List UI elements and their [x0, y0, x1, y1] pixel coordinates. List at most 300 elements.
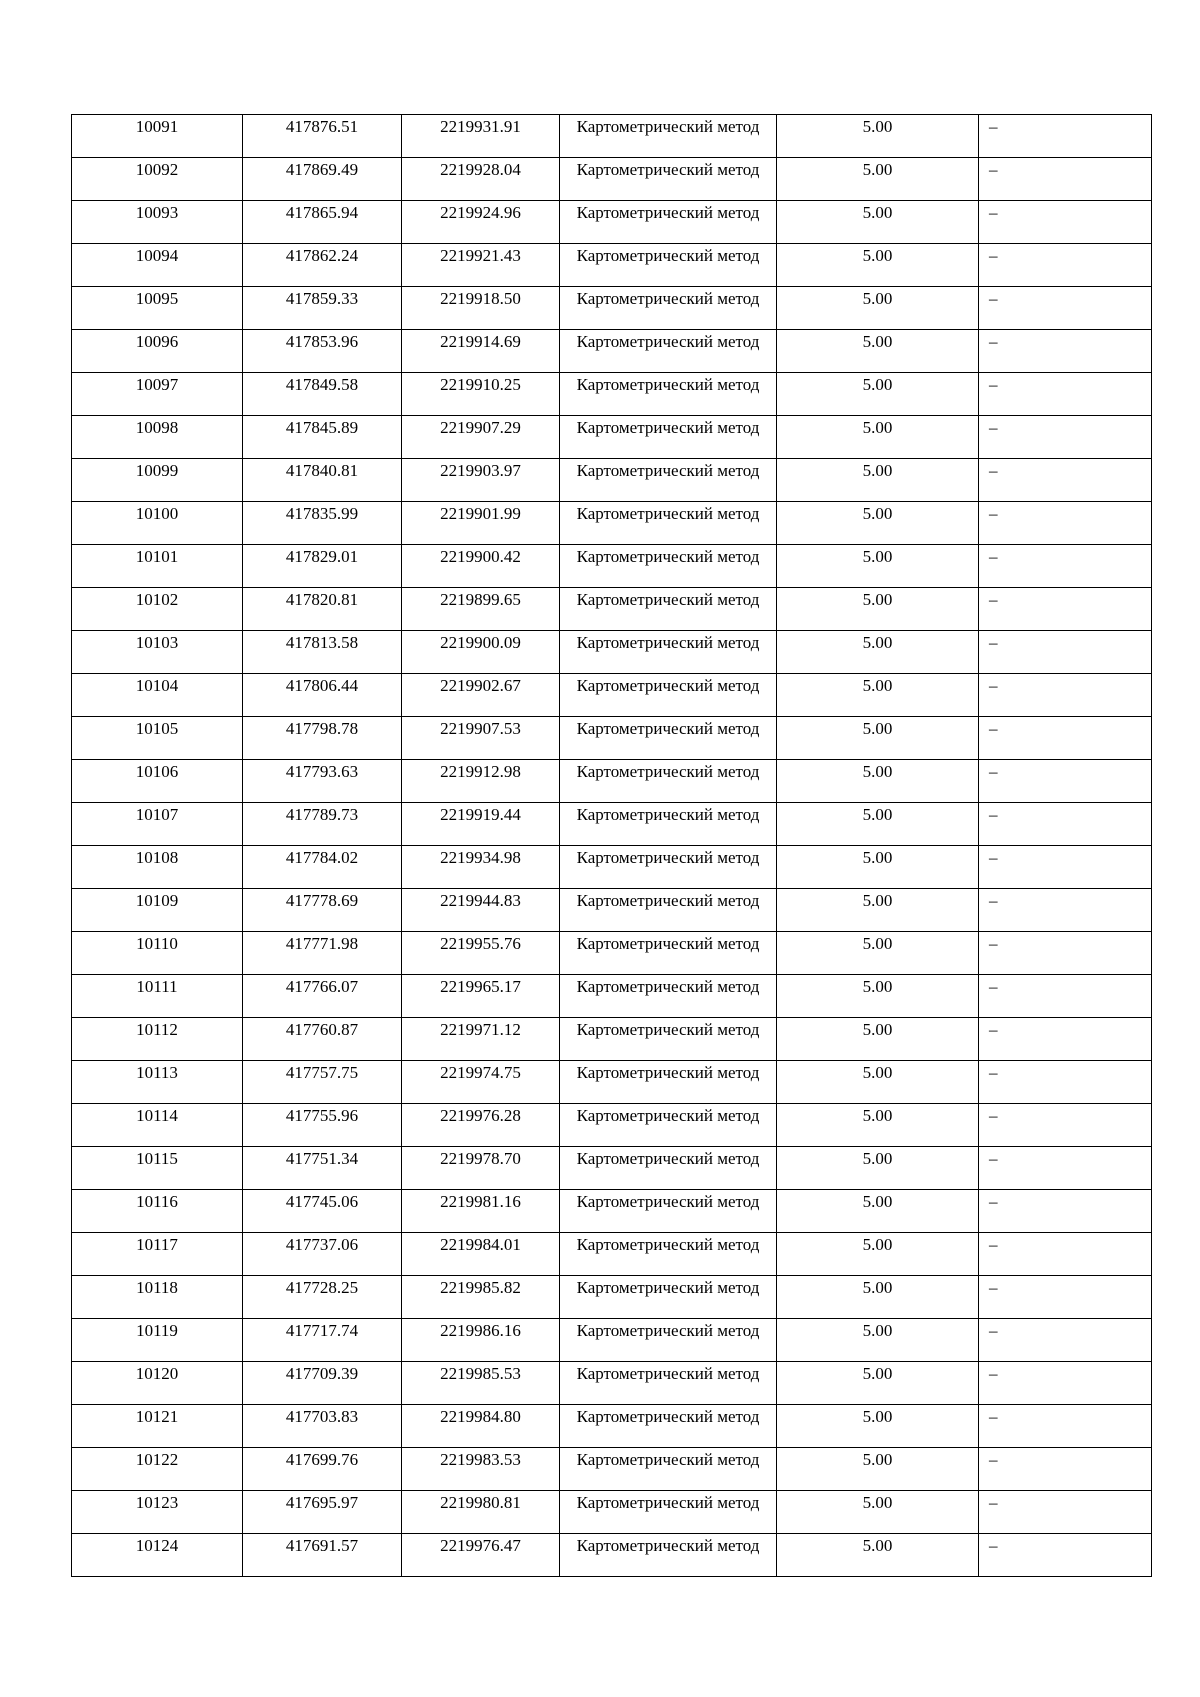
cell-accuracy [777, 244, 979, 287]
coord-x-text: 417771.98 [285, 934, 359, 953]
accuracy-text: 5.00 [862, 332, 893, 351]
coord-x-text: 417798.78 [285, 719, 359, 738]
cell-method [560, 244, 777, 287]
cell-point-number [72, 631, 243, 674]
method-text: Картометрический метод [576, 1235, 760, 1254]
cell-coord-y [402, 932, 560, 975]
table-row [72, 631, 1152, 674]
coord-y-text: 2219984.01 [440, 1235, 521, 1254]
cell-accuracy [777, 1405, 979, 1448]
method-text: Картометрический метод [576, 1192, 760, 1211]
coord-x-text: 417757.75 [285, 1063, 359, 1082]
cell-coord-x [243, 1491, 402, 1534]
cell-accuracy [777, 373, 979, 416]
method-text: Картометрический метод [576, 762, 760, 781]
cell-coord-x [243, 115, 402, 158]
coord-x-text: 417865.94 [285, 203, 359, 222]
method-text: Картометрический метод [576, 1407, 760, 1426]
cell-coord-x [243, 1534, 402, 1577]
method-text: Картометрический метод [576, 504, 760, 523]
cell-coord-y [402, 459, 560, 502]
cell-coord-y [402, 330, 560, 373]
coord-x-text: 417789.73 [285, 805, 359, 824]
cell-method [560, 803, 777, 846]
cell-accuracy [777, 1104, 979, 1147]
coord-y-text: 2219919.44 [440, 805, 521, 824]
cell-accuracy [777, 545, 979, 588]
method-text: Картометрический метод [576, 375, 760, 394]
cell-coord-y [402, 1018, 560, 1061]
accuracy-text: 5.00 [862, 676, 893, 695]
cell-coord-y [402, 588, 560, 631]
cell-coord-x [243, 330, 402, 373]
cell-method [560, 1233, 777, 1276]
cell-accuracy [777, 502, 979, 545]
coord-x-text: 417876.51 [285, 117, 359, 136]
table-row [72, 373, 1152, 416]
cell-coord-y [402, 1104, 560, 1147]
accuracy-text: 5.00 [862, 1106, 893, 1125]
cell-point-number [72, 1534, 243, 1577]
cell-coord-y [402, 674, 560, 717]
table-row [72, 115, 1152, 158]
cell-method [560, 201, 777, 244]
cell-method [560, 158, 777, 201]
note-text: – [989, 1020, 998, 1039]
method-text: Картометрический метод [576, 1149, 760, 1168]
cell-accuracy [777, 1190, 979, 1233]
note-text: – [989, 203, 998, 222]
coord-x-text: 417703.83 [285, 1407, 359, 1426]
point-number-text: 10112 [136, 1020, 178, 1039]
cell-note [979, 1147, 1152, 1190]
coord-x-text: 417751.34 [285, 1149, 359, 1168]
coord-x-text: 417806.44 [285, 676, 359, 695]
coord-x-text: 417737.06 [285, 1235, 359, 1254]
cell-coord-x [243, 889, 402, 932]
method-text: Картометрический метод [576, 160, 760, 179]
cell-note [979, 158, 1152, 201]
cell-accuracy [777, 158, 979, 201]
coord-y-text: 2219903.97 [440, 461, 521, 480]
method-text: Картометрический метод [576, 246, 760, 265]
coord-y-text: 2219914.69 [440, 332, 521, 351]
accuracy-text: 5.00 [862, 1536, 893, 1555]
table-row [72, 1190, 1152, 1233]
cell-point-number [72, 889, 243, 932]
cell-accuracy [777, 889, 979, 932]
coord-x-text: 417755.96 [285, 1106, 359, 1125]
point-number-text: 10096 [135, 332, 179, 351]
point-number-text: 10121 [135, 1407, 179, 1426]
coord-y-text: 2219965.17 [440, 977, 521, 996]
accuracy-text: 5.00 [862, 719, 893, 738]
cell-point-number [72, 330, 243, 373]
cell-coord-x [243, 975, 402, 1018]
cell-coord-y [402, 975, 560, 1018]
method-text: Картометрический метод [576, 805, 760, 824]
point-number-text: 10092 [135, 160, 179, 179]
cell-note [979, 631, 1152, 674]
coord-x-text: 417849.58 [285, 375, 359, 394]
point-number-text: 10099 [135, 461, 179, 480]
coord-y-text: 2219971.12 [440, 1020, 521, 1039]
coord-y-text: 2219912.98 [440, 762, 521, 781]
point-number-text: 10116 [136, 1192, 178, 1211]
table-row [72, 1491, 1152, 1534]
coord-x-text: 417691.57 [285, 1536, 359, 1555]
cell-method [560, 1018, 777, 1061]
cell-coord-y [402, 631, 560, 674]
accuracy-text: 5.00 [862, 246, 893, 265]
point-number-text: 10108 [135, 848, 179, 867]
cell-point-number [72, 459, 243, 502]
method-text: Картометрический метод [576, 1106, 760, 1125]
cell-accuracy [777, 1276, 979, 1319]
method-text: Картометрический метод [576, 590, 760, 609]
coord-x-text: 417760.87 [285, 1020, 359, 1039]
cell-note [979, 502, 1152, 545]
accuracy-text: 5.00 [862, 1278, 893, 1297]
accuracy-text: 5.00 [862, 848, 893, 867]
note-text: – [989, 1149, 998, 1168]
cell-method [560, 1276, 777, 1319]
point-number-text: 10091 [135, 117, 179, 136]
cell-note [979, 1233, 1152, 1276]
cell-coord-y [402, 545, 560, 588]
cell-note [979, 932, 1152, 975]
method-text: Картометрический метод [576, 891, 760, 910]
point-number-text: 10102 [135, 590, 179, 609]
cell-coord-y [402, 1147, 560, 1190]
cell-point-number [72, 975, 243, 1018]
table-row [72, 932, 1152, 975]
point-number-text: 10110 [136, 934, 178, 953]
cell-method [560, 459, 777, 502]
method-text: Картометрический метод [576, 1364, 760, 1383]
coord-y-text: 2219900.42 [440, 547, 521, 566]
cell-coord-x [243, 545, 402, 588]
table-row [72, 760, 1152, 803]
cell-point-number [72, 287, 243, 330]
cell-coord-x [243, 674, 402, 717]
cell-note [979, 588, 1152, 631]
cell-coord-y [402, 244, 560, 287]
cell-coord-y [402, 1061, 560, 1104]
point-number-text: 10106 [135, 762, 179, 781]
cell-method [560, 717, 777, 760]
accuracy-text: 5.00 [862, 891, 893, 910]
point-number-text: 10104 [135, 676, 179, 695]
cell-point-number [72, 416, 243, 459]
coord-y-text: 2219955.76 [440, 934, 521, 953]
method-text: Картометрический метод [576, 1020, 760, 1039]
cell-point-number [72, 717, 243, 760]
cell-coord-y [402, 502, 560, 545]
coord-y-text: 2219980.81 [440, 1493, 521, 1512]
cell-accuracy [777, 760, 979, 803]
cell-point-number [72, 1147, 243, 1190]
accuracy-text: 5.00 [862, 1407, 893, 1426]
point-number-text: 10118 [136, 1278, 178, 1297]
cell-coord-y [402, 803, 560, 846]
coord-x-text: 417835.99 [285, 504, 359, 523]
cell-method [560, 932, 777, 975]
cell-point-number [72, 158, 243, 201]
method-text: Картометрический метод [576, 676, 760, 695]
coord-y-text: 2219985.53 [440, 1364, 521, 1383]
accuracy-text: 5.00 [862, 1020, 893, 1039]
cell-accuracy [777, 674, 979, 717]
cell-coord-x [243, 760, 402, 803]
cell-coord-y [402, 1190, 560, 1233]
cell-coord-x [243, 932, 402, 975]
note-text: – [989, 719, 998, 738]
point-number-text: 10124 [135, 1536, 179, 1555]
note-text: – [989, 504, 998, 523]
note-text: – [989, 1407, 998, 1426]
coord-x-text: 417784.02 [285, 848, 359, 867]
cell-coord-x [243, 1147, 402, 1190]
coord-x-text: 417869.49 [285, 160, 359, 179]
cell-method [560, 545, 777, 588]
cell-accuracy [777, 803, 979, 846]
point-number-text: 10122 [135, 1450, 179, 1469]
cell-method [560, 846, 777, 889]
accuracy-text: 5.00 [862, 504, 893, 523]
accuracy-text: 5.00 [862, 418, 893, 437]
coord-y-text: 2219934.98 [440, 848, 521, 867]
cell-coord-x [243, 588, 402, 631]
accuracy-text: 5.00 [862, 762, 893, 781]
table-row [72, 1405, 1152, 1448]
method-text: Картометрический метод [576, 1321, 760, 1340]
cell-method [560, 373, 777, 416]
coord-x-text: 417709.39 [285, 1364, 359, 1383]
cell-coord-x [243, 803, 402, 846]
coord-x-text: 417717.74 [285, 1321, 359, 1340]
method-text: Картометрический метод [576, 117, 760, 136]
table-row [72, 1319, 1152, 1362]
cell-note [979, 373, 1152, 416]
cell-coord-y [402, 1362, 560, 1405]
cell-accuracy [777, 459, 979, 502]
note-text: – [989, 117, 998, 136]
point-number-text: 10097 [135, 375, 179, 394]
table-row [72, 545, 1152, 588]
cell-accuracy [777, 1018, 979, 1061]
table-row [72, 889, 1152, 932]
cell-note [979, 1362, 1152, 1405]
point-number-text: 10123 [135, 1493, 179, 1512]
cell-method [560, 416, 777, 459]
cell-method [560, 1104, 777, 1147]
table-row [72, 244, 1152, 287]
cell-method [560, 1190, 777, 1233]
coord-y-text: 2219985.82 [440, 1278, 521, 1297]
coord-x-text: 417845.89 [285, 418, 359, 437]
cell-coord-y [402, 1319, 560, 1362]
cell-accuracy [777, 588, 979, 631]
cell-method [560, 760, 777, 803]
note-text: – [989, 547, 998, 566]
note-text: – [989, 977, 998, 996]
cell-point-number [72, 1018, 243, 1061]
cell-coord-x [243, 373, 402, 416]
point-number-text: 10103 [135, 633, 179, 652]
cell-method [560, 674, 777, 717]
cell-coord-y [402, 1276, 560, 1319]
table-row [72, 846, 1152, 889]
cell-point-number [72, 1319, 243, 1362]
coord-y-text: 2219978.70 [440, 1149, 521, 1168]
cell-accuracy [777, 1233, 979, 1276]
cell-note [979, 545, 1152, 588]
cell-coord-y [402, 158, 560, 201]
cell-point-number [72, 1362, 243, 1405]
note-text: – [989, 762, 998, 781]
cell-coord-y [402, 287, 560, 330]
cell-coord-y [402, 889, 560, 932]
cell-coord-x [243, 201, 402, 244]
cell-coord-x [243, 244, 402, 287]
cell-point-number [72, 674, 243, 717]
point-number-text: 10093 [135, 203, 179, 222]
cell-accuracy [777, 1448, 979, 1491]
cell-accuracy [777, 1362, 979, 1405]
cell-accuracy [777, 1491, 979, 1534]
cell-accuracy [777, 287, 979, 330]
table-row [72, 158, 1152, 201]
coord-y-text: 2219907.29 [440, 418, 521, 437]
coord-x-text: 417695.97 [285, 1493, 359, 1512]
coord-y-text: 2219974.75 [440, 1063, 521, 1082]
cell-note [979, 1276, 1152, 1319]
cell-accuracy [777, 1147, 979, 1190]
coord-y-text: 2219899.65 [440, 590, 521, 609]
cell-coord-y [402, 1534, 560, 1577]
coord-x-text: 417778.69 [285, 891, 359, 910]
cell-coord-x [243, 1190, 402, 1233]
note-text: – [989, 633, 998, 652]
cell-note [979, 760, 1152, 803]
cell-coord-x [243, 416, 402, 459]
cell-method [560, 1448, 777, 1491]
cell-method [560, 1319, 777, 1362]
accuracy-text: 5.00 [862, 590, 893, 609]
point-number-text: 10100 [135, 504, 179, 523]
cell-note [979, 244, 1152, 287]
cell-note [979, 1448, 1152, 1491]
note-text: – [989, 1321, 998, 1340]
cell-method [560, 588, 777, 631]
coord-y-text: 2219901.99 [440, 504, 521, 523]
note-text: – [989, 1192, 998, 1211]
point-number-text: 10115 [136, 1149, 178, 1168]
cell-point-number [72, 803, 243, 846]
cell-note [979, 1190, 1152, 1233]
cell-coord-x [243, 158, 402, 201]
cell-accuracy [777, 330, 979, 373]
point-number-text: 10095 [135, 289, 179, 308]
accuracy-text: 5.00 [862, 633, 893, 652]
note-text: – [989, 1450, 998, 1469]
table-row [72, 803, 1152, 846]
cell-coord-x [243, 287, 402, 330]
coordinates-table [71, 114, 1152, 1577]
cell-coord-x [243, 1276, 402, 1319]
table-row [72, 1276, 1152, 1319]
table-row [72, 1534, 1152, 1577]
method-text: Картометрический метод [576, 1450, 760, 1469]
cell-note [979, 416, 1152, 459]
method-text: Картометрический метод [576, 848, 760, 867]
cell-coord-x [243, 631, 402, 674]
cell-note [979, 330, 1152, 373]
coord-y-text: 2219981.16 [440, 1192, 521, 1211]
accuracy-text: 5.00 [862, 117, 893, 136]
cell-coord-x [243, 717, 402, 760]
coord-x-text: 417862.24 [285, 246, 359, 265]
method-text: Картометрический метод [576, 418, 760, 437]
cell-point-number [72, 373, 243, 416]
coord-y-text: 2219931.91 [440, 117, 521, 136]
note-text: – [989, 848, 998, 867]
cell-note [979, 1405, 1152, 1448]
table-row [72, 1104, 1152, 1147]
point-number-text: 10114 [136, 1106, 178, 1125]
table-row [72, 1233, 1152, 1276]
point-number-text: 10120 [135, 1364, 179, 1383]
coord-x-text: 417853.96 [285, 332, 359, 351]
accuracy-text: 5.00 [862, 1364, 893, 1383]
cell-accuracy [777, 1319, 979, 1362]
cell-coord-x [243, 1104, 402, 1147]
cell-method [560, 975, 777, 1018]
note-text: – [989, 934, 998, 953]
note-text: – [989, 676, 998, 695]
coord-x-text: 417859.33 [285, 289, 359, 308]
point-number-text: 10117 [136, 1235, 178, 1254]
cell-method [560, 1534, 777, 1577]
accuracy-text: 5.00 [862, 1235, 893, 1254]
cell-point-number [72, 1276, 243, 1319]
cell-note [979, 1491, 1152, 1534]
method-text: Картометрический метод [576, 977, 760, 996]
cell-coord-y [402, 1491, 560, 1534]
cell-coord-x [243, 502, 402, 545]
cell-note [979, 1534, 1152, 1577]
note-text: – [989, 1493, 998, 1512]
coord-x-text: 417840.81 [285, 461, 359, 480]
cell-method [560, 631, 777, 674]
accuracy-text: 5.00 [862, 1493, 893, 1512]
cell-accuracy [777, 416, 979, 459]
accuracy-text: 5.00 [862, 1063, 893, 1082]
cell-coord-y [402, 1448, 560, 1491]
cell-point-number [72, 1233, 243, 1276]
cell-coord-y [402, 1233, 560, 1276]
note-text: – [989, 805, 998, 824]
cell-point-number [72, 1190, 243, 1233]
cell-point-number [72, 1491, 243, 1534]
note-text: – [989, 1106, 998, 1125]
cell-method [560, 1147, 777, 1190]
method-text: Картометрический метод [576, 332, 760, 351]
coord-y-text: 2219976.28 [440, 1106, 521, 1125]
method-text: Картометрический метод [576, 934, 760, 953]
cell-point-number [72, 846, 243, 889]
